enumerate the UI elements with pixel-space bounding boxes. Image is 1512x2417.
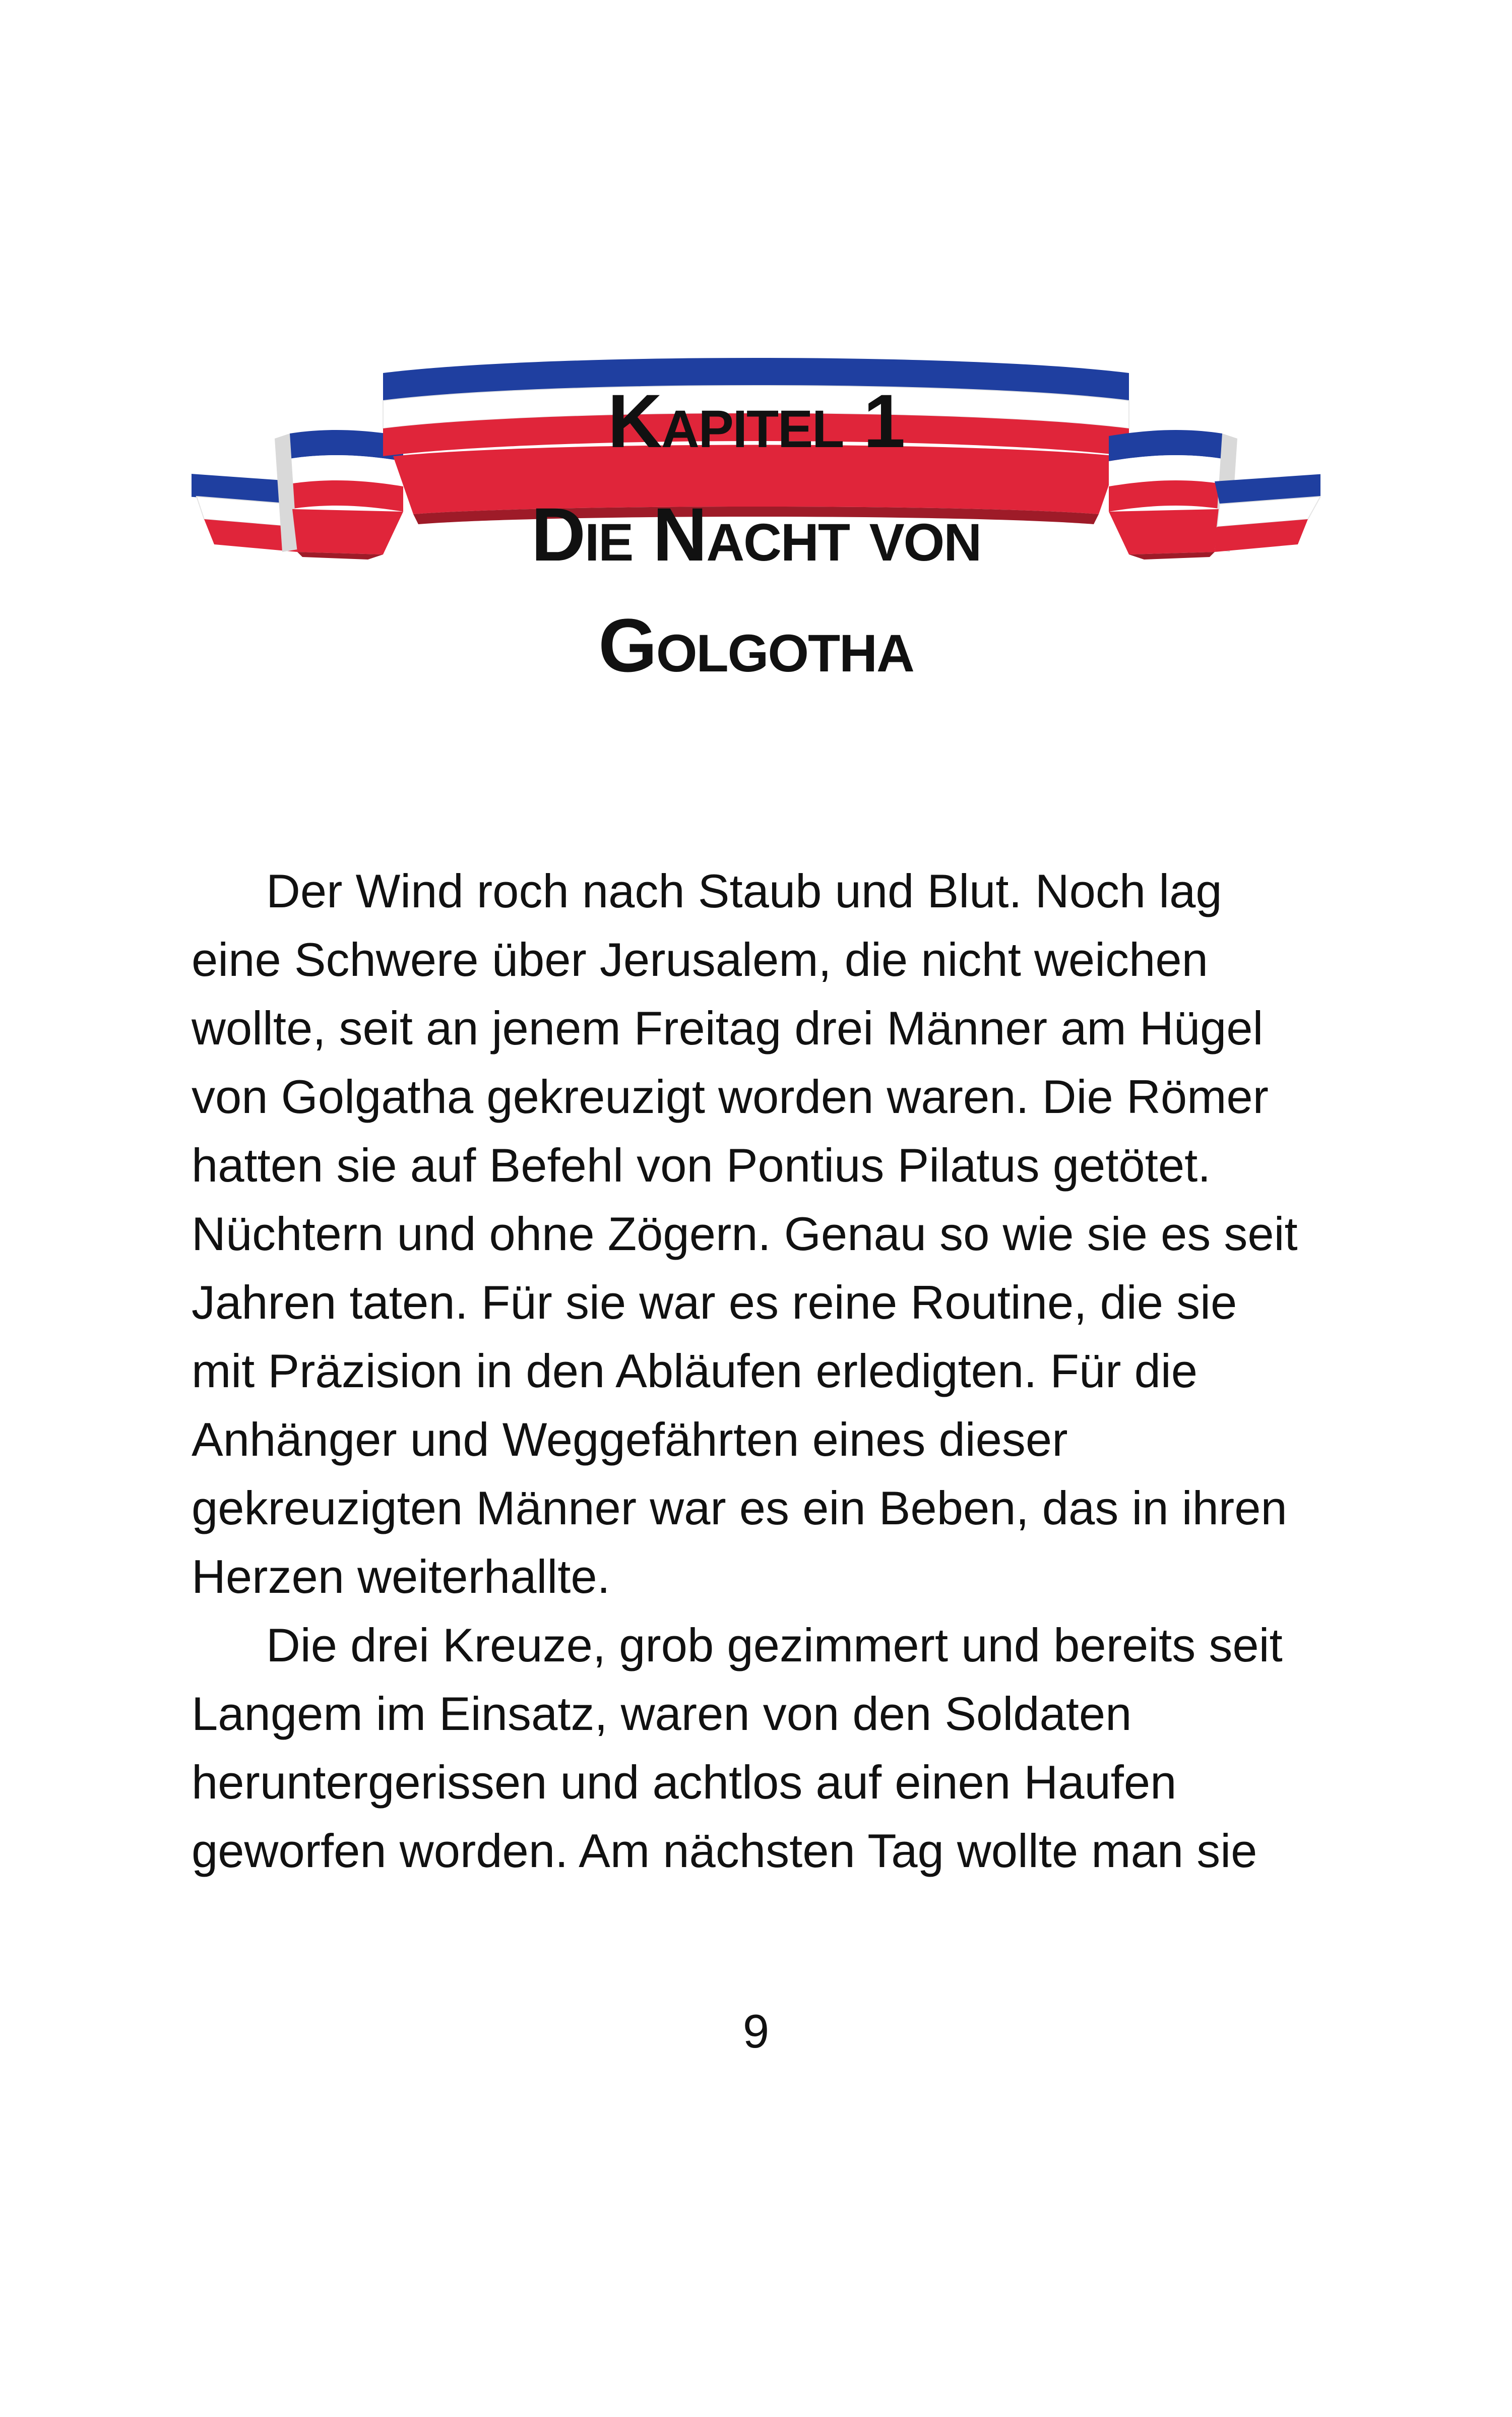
paragraph-line: Anhänger und Weggefährten eines dieser	[192, 1413, 1068, 1466]
paragraph-line: Der Wind roch nach Staub und Blut. Noch lag	[266, 864, 1222, 917]
paragraph-line: Nüchtern und ohne Zögern. Genau so wie sie es seit	[192, 1207, 1298, 1260]
paragraph-line: von Golgatha gekreuzigt worden waren. Die Römer	[192, 1070, 1269, 1123]
paragraph-line: geworfen worden. Am nächsten Tag wollte man sie	[192, 1824, 1257, 1877]
paragraph-line: wollte, seit an jenem Freitag drei Männer am Hügel	[192, 1002, 1264, 1055]
chapter-title-line-2: Golgotha	[598, 603, 914, 688]
paragraph-line: gekreuzigten Männer war es ein Beben, das in ihren	[192, 1481, 1287, 1534]
paragraph-line: Herzen weiterhallte.	[192, 1550, 610, 1603]
paragraph-line: heruntergerissen und achtlos auf einen Haufen	[192, 1756, 1177, 1809]
paragraph-line: eine Schwere über Jerusalem, die nicht weichen	[192, 933, 1208, 986]
paragraph-line: Die drei Kreuze, grob gezimmert und bereits seit	[266, 1619, 1283, 1671]
paragraph-line: Langem im Einsatz, waren von den Soldaten	[192, 1687, 1132, 1740]
chapter-title-line-1: Die Nacht von	[531, 492, 981, 577]
chapter-number: Kapitel 1	[607, 379, 905, 463]
paragraph-line: hatten sie auf Befehl von Pontius Pilatus getötet.	[192, 1139, 1211, 1192]
paragraph-line: Jahren taten. Für sie war es reine Routine, die sie	[192, 1276, 1237, 1329]
paragraph-line: mit Präzision in den Abläufen erledigten. Für die	[192, 1344, 1198, 1397]
page-number: 9	[742, 2005, 770, 2058]
chapter-body-text	[192, 857, 1310, 1885]
